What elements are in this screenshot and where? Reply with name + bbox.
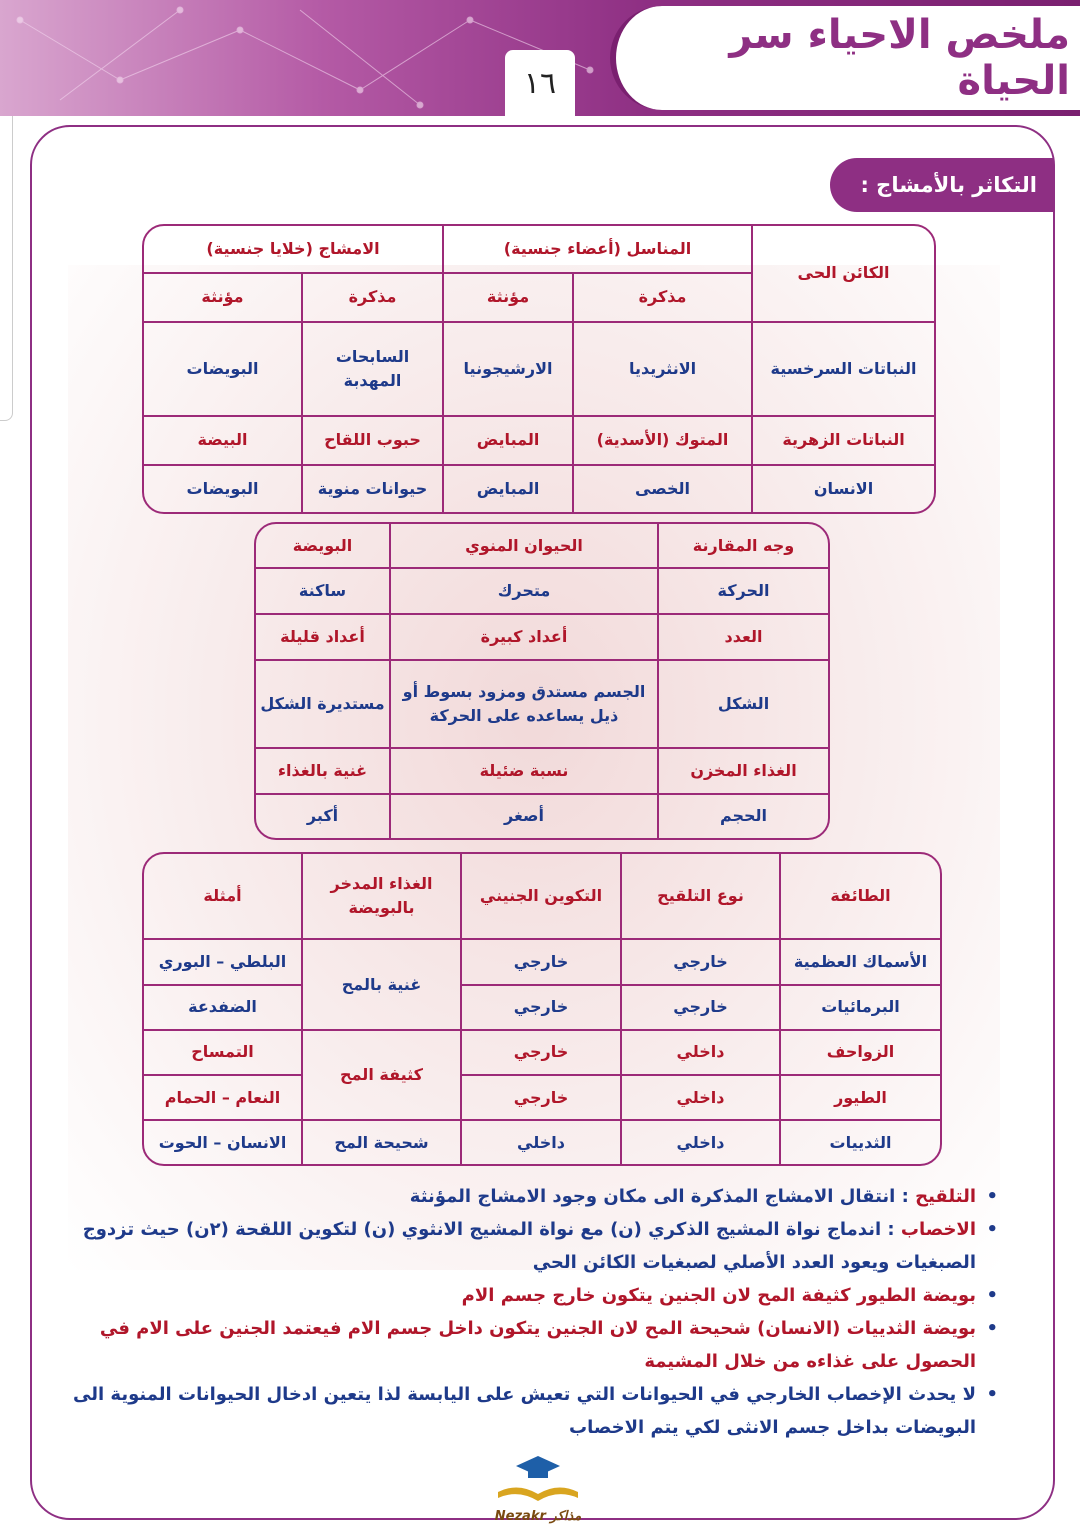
table-cell: الثدييات [780, 1120, 940, 1164]
table-header-cell: وجه المقارنة [658, 524, 828, 568]
table-cell: خارجي [461, 1030, 621, 1075]
table-cell: البيضة [144, 416, 302, 465]
sperm-egg-comparison-table [254, 522, 830, 840]
page-number: ١٦ [505, 50, 575, 116]
table-row [144, 985, 940, 1030]
title-box [610, 6, 1080, 110]
table-cell: السابحات المهدبة [302, 322, 443, 416]
table-cell: الانثريديا [573, 322, 752, 416]
table-cell: كثيفة المح [302, 1030, 461, 1121]
table-cell: الخصى [573, 465, 752, 512]
table-header-cell: الطائفة [780, 854, 940, 939]
table-row [256, 568, 828, 614]
note-item [68, 1180, 998, 1213]
table-cell: غنية بالمح [302, 939, 461, 1030]
table-cell: البويضات [144, 465, 302, 512]
table-cell: أعداد قليلة [256, 614, 390, 660]
table-cell: خارجي [461, 985, 621, 1030]
note-text: لا يحدث الإخصاب الخارجي في الحيوانات التي تعيش على اليابسة لذا يتعين ادخال الحيوانات المنوية الى البويضات بداخل جسم الانثى لكي يتم الاخصاب [73, 1384, 976, 1438]
table-cell: مذكرة [302, 273, 443, 322]
table-cell: الحجم [658, 794, 828, 838]
table-cell: الزواحف [780, 1030, 940, 1075]
table-cell: خارجي [621, 985, 780, 1030]
note-item [68, 1378, 998, 1444]
table-cell: الغذاء المخزن [658, 748, 828, 794]
note-item [68, 1213, 998, 1279]
table-cell: داخلي [621, 1030, 780, 1075]
table-cell: الحركة [658, 568, 828, 614]
note-item [68, 1312, 998, 1378]
table-cell: المبايض [443, 416, 573, 465]
table-cell: أعداد كبيرة [390, 614, 658, 660]
header-band [0, 0, 1080, 116]
note-text: بويضة الثدييات (الانسان) شحيحة المح لان الجنين يتكون داخل جسم الام فيعتمد الجنين على الام في الحصول على غذاءه من خلال المشيمة [99, 1318, 976, 1372]
table-cell: الانسان – الحوت [144, 1120, 302, 1164]
table-cell: متحرك [390, 568, 658, 614]
table-header-cell: التكوين الجنيني [461, 854, 621, 939]
table-cell: الشكل [658, 660, 828, 748]
table-cell: داخلي [621, 1075, 780, 1120]
vertebrate-fertilization-table [142, 852, 942, 1166]
table-cell: غنية بالغذاء [256, 748, 390, 794]
table-cell: داخلي [621, 1120, 780, 1164]
table-cell: البرمائيات [780, 985, 940, 1030]
table-cell: النباتات السرخسية [752, 322, 934, 416]
table-cell: نسبة ضئيلة [390, 748, 658, 794]
table-row [144, 465, 934, 512]
table-header-row [144, 854, 940, 939]
table-row [256, 794, 828, 838]
table-header-row [256, 524, 828, 568]
table-cell: شحيحة المح [302, 1120, 461, 1164]
table-cell: الارشيجونيا [443, 322, 573, 416]
graduation-cap-book-icon [488, 1452, 588, 1507]
table-cell: النباتات الزهرية [752, 416, 934, 465]
table-row [144, 939, 940, 984]
note-term: التلقيح [915, 1186, 976, 1207]
table-cell: المبايض [443, 465, 573, 512]
table-cell: التمساح [144, 1030, 302, 1075]
table-cell: خارجي [461, 1075, 621, 1120]
table-cell: حيوانات منوية [302, 465, 443, 512]
note-item [68, 1279, 998, 1312]
table-row [144, 1030, 940, 1075]
table-cell: خارجي [621, 939, 780, 984]
table-row [256, 748, 828, 794]
table-cell: مؤنثة [144, 273, 302, 322]
table-header-cell: البويضة [256, 524, 390, 568]
table-header-cell: الغذاء المدخر بالبويضة [302, 854, 461, 939]
note-text: : اندماج نواة المشيج الذكري (ن) مع نواة المشيج الانثوي (ن) لتكوين اللقحة (٢ن) حيث تزدوج الصبغيات ويعود العدد الأصلي لصبغيات الكائن الحي [82, 1219, 976, 1273]
gonads-gametes-table [142, 224, 936, 514]
table-header-cell: الحيوان المنوي [390, 524, 658, 568]
table-cell: البلطي – البوري [144, 939, 302, 984]
table-row [256, 660, 828, 748]
table-header-cell: أمثلة [144, 854, 302, 939]
table-header-row [144, 226, 934, 273]
table-cell: خارجي [461, 939, 621, 984]
notes-list [68, 1180, 998, 1444]
table-cell: البويضات [144, 322, 302, 416]
section-title: التكاثر بالأمشاج : [830, 158, 1053, 212]
table-cell: ساكنة [256, 568, 390, 614]
table-cell: أكبر [256, 794, 390, 838]
table-header-cell: الكائن الحى [752, 226, 934, 322]
table-cell: حبوب اللقاح [302, 416, 443, 465]
table-cell: مستديرة الشكل [256, 660, 390, 748]
table-row [256, 614, 828, 660]
site-logo [488, 1452, 588, 1524]
table-row [144, 416, 934, 465]
page-title: ملخص الاحياء سر الحياة [729, 12, 1070, 104]
table-cell: النعام – الحمام [144, 1075, 302, 1120]
note-text: بويضة الطيور كثيفة المح لان الجنين يتكون خارج جسم الام [461, 1285, 976, 1306]
table-header-cell: نوع التلقيح [621, 854, 780, 939]
table-cell: الأسماك العظمية [780, 939, 940, 984]
table-row [144, 1075, 940, 1120]
table-cell: الجسم مستدق ومزود بسوط أو ذيل يساعده على الحركة [390, 660, 658, 748]
table-header-cell: الامشاج (خلايا جنسية) [144, 226, 443, 273]
table-cell: مؤنثة [443, 273, 573, 322]
table-cell: أصغر [390, 794, 658, 838]
table-header-cell: المناسل (أعضاء جنسية) [443, 226, 752, 273]
logo-text: Nezakr مذاكر [494, 1509, 582, 1524]
table-cell: المتوك (الأسدية) [573, 416, 752, 465]
table-cell: الطيور [780, 1075, 940, 1120]
note-text: : انتقال الامشاج المذكرة الى مكان وجود الامشاج المؤنثة [409, 1186, 916, 1207]
table-cell: داخلي [461, 1120, 621, 1164]
note-term: الاخصاب [900, 1219, 976, 1240]
table-row [144, 322, 934, 416]
table-row [144, 1120, 940, 1164]
table-cell: الانسان [752, 465, 934, 512]
table-cell: الضفدعة [144, 985, 302, 1030]
table-cell: مذكرة [573, 273, 752, 322]
table-cell: العدد [658, 614, 828, 660]
